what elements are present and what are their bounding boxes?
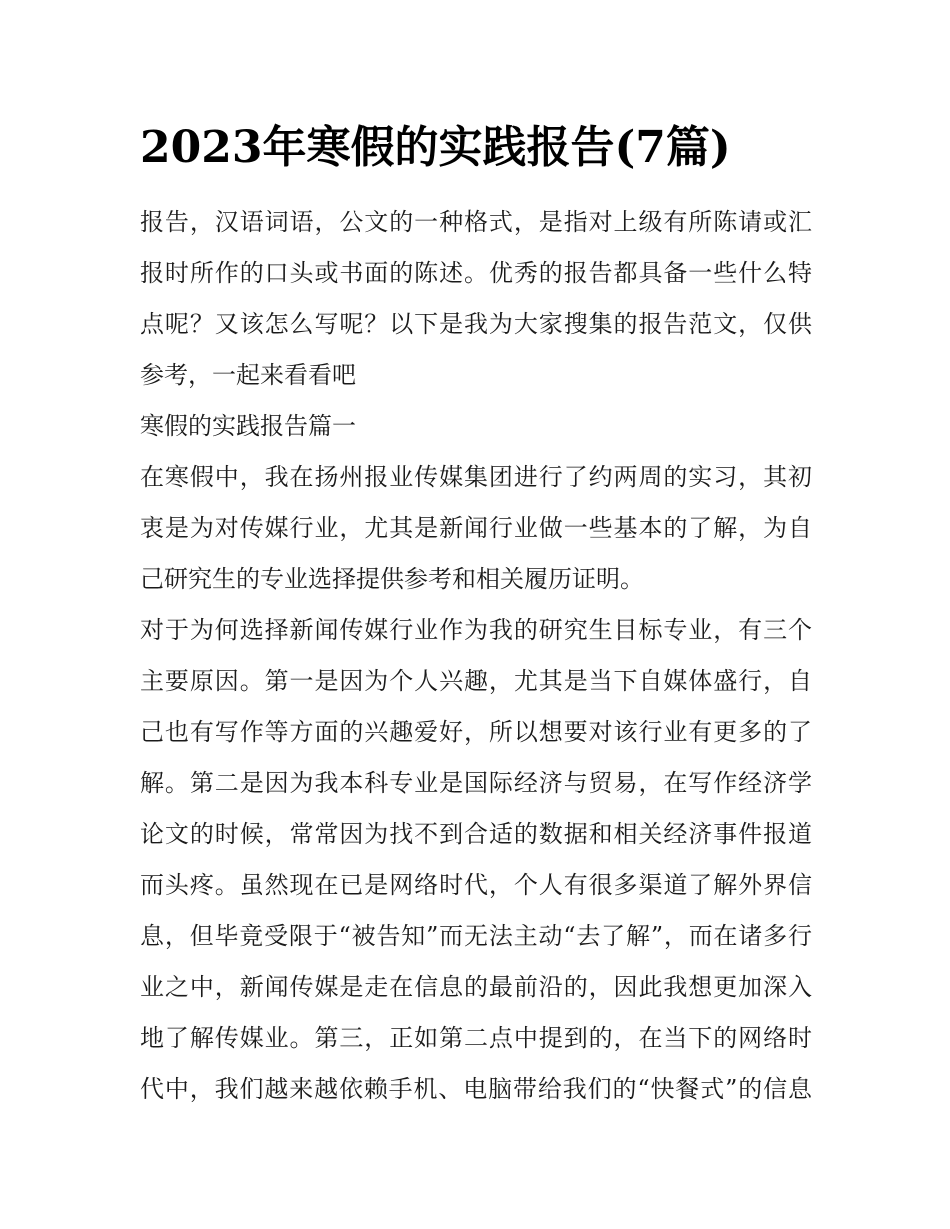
text-line: 在寒假中，我在扬州报业传媒集团进行了约两周的实习，其初 <box>140 463 812 491</box>
document-body <box>140 197 812 1115</box>
text-line: 息，但毕竟受限于“被告知”而无法主动“去了解”，而在诸多行 <box>140 922 812 950</box>
text-line: 己研究生的专业选择提供参考和相关履历证明。 <box>140 565 644 593</box>
text-line: 报时所作的口头或书面的陈述。优秀的报告都具备一些什么特 <box>140 259 812 287</box>
text-line: 论文的时候，常常因为找不到合适的数据和相关经济事件报道 <box>140 820 812 848</box>
intro-paragraph <box>140 197 812 401</box>
text-line: 主要原因。第一是因为个人兴趣，尤其是当下自媒体盛行，自 <box>140 667 812 695</box>
text-line: 代中，我们越来越依赖手机、电脑带给我们的“快餐式”的信息 <box>140 1075 812 1103</box>
text-line: 对于为何选择新闻传媒行业作为我的研究生目标专业，有三个 <box>140 616 812 644</box>
text-line: 地了解传媒业。第三，正如第二点中提到的，在当下的网络时 <box>140 1024 812 1052</box>
text-line: 衷是为对传媒行业，尤其是新闻行业做一些基本的了解，为自 <box>140 514 812 542</box>
body-paragraph-1 <box>140 452 812 605</box>
body-paragraph-2 <box>140 605 812 1115</box>
text-line: 己也有写作等方面的兴趣爱好，所以想要对该行业有更多的了 <box>140 718 812 746</box>
text-line: 参考，一起来看看吧 <box>140 361 356 389</box>
text-line: 业之中，新闻传媒是走在信息的最前沿的，因此我想更加深入 <box>140 973 812 1001</box>
text-line: 而头疼。虽然现在已是网络时代，个人有很多渠道了解外界信 <box>140 871 812 899</box>
text-line: 报告，汉语词语，公文的一种格式，是指对上级有所陈请或汇 <box>140 208 812 236</box>
text-line: 点呢？又该怎么写呢？以下是我为大家搜集的报告范文，仅供 <box>140 310 812 338</box>
text-line: 解。第二是因为我本科专业是国际经济与贸易，在写作经济学 <box>140 769 812 797</box>
document-title: 2023年寒假的实践报告(7篇) <box>140 122 731 173</box>
section-heading: 寒假的实践报告篇一 <box>140 412 356 440</box>
